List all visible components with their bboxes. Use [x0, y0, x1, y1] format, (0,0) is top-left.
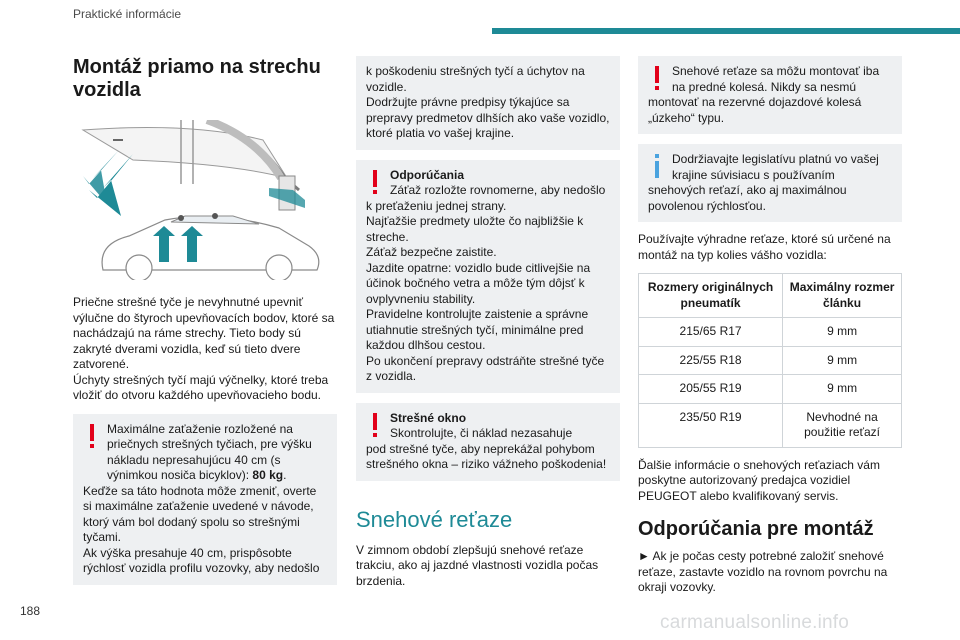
warning-text-lead: Maximálne zaťaženie rozložené na priečnych strešných tyčiach, pre výšku nákladu nepresahujúcu 40 cm (s výnimkou nosiča bicyklov):: [107, 421, 312, 482]
sunroof-first-line: Skontrolujte, či náklad nezasahuje: [390, 426, 573, 440]
recommend-rest: k preťaženiu jednej strany. Najťažšie predmety uložte čo najbližšie k streche. Záťaž bezpečne zaistite. Jazdite opatrne: vozidlo bude citlivejšie na účinok bočného vetra a môže tým dôjsť k ovplyvneniu stability. Pravidelne kontrolujte zaistenie a správne utiahnutie strešných tyčí, minimálne pred každou dlhšou cestou. Po ukončení prepravy odstráňte strešné tyče z vozidla.: [366, 198, 605, 383]
sunroof-rest: pod strešné tyče, aby neprekážal pohybom strešného okna – riziko vážneho poškodenia!: [366, 441, 607, 471]
info-box-continued: [356, 56, 620, 150]
paragraph-clamps: Úchyty strešných tyčí majú výčnelky, ktoré treba vložiť do otvoru každého upevňovacieho bodu.: [73, 372, 329, 402]
section-title-snow-chains: Snehové reťaze: [356, 506, 513, 532]
header-section-label: Praktické informácie: [73, 7, 182, 21]
table-cell: Nevhodné na použitie reťazí: [783, 403, 902, 447]
section-title-mount-recommendations: Odporúčania pre montáž: [638, 518, 874, 540]
column-right: [638, 56, 902, 596]
table-row: [639, 375, 902, 404]
warning-text-rest: Keďže sa táto hodnota môže zmeniť, overte si maximálne zaťaženie uvedené v návode, ktorý vám bol dodaný spolu so strešnými tyčami. Ak výška presahuje 40 cm, prispôsobte rýchlosť vozidla profilu vozovky, aby nedošlo: [83, 483, 320, 575]
info-box-legislation: [638, 144, 902, 222]
warning-exclamation-icon: [370, 170, 380, 196]
table-cell: 205/55 R19: [639, 375, 783, 404]
warning-exclamation-icon: [87, 424, 97, 450]
chain-size-table: [638, 273, 902, 448]
paragraph-mount-steps: ► Ak je počas cesty potrebné založiť snehové reťaze, zastavte vozidlo na rovnom povrchu na okraji vozovky.: [638, 549, 888, 594]
table-row: [639, 346, 902, 375]
table-header-link: Maximálny rozmer článku: [783, 274, 902, 318]
paragraph-more-info: Ďalšie informácie o snehových reťaziach vám poskytne autorizovaný predajca vozidiel PEUGEOT alebo kvalifikovaný servis.: [638, 457, 880, 503]
warning-box-recommendations: [356, 160, 620, 393]
recommend-title: Odporúčania: [390, 167, 465, 182]
paragraph-chain-intro: Používajte výhradne reťaze, ktoré sú určené na montáž na typ kolies vášho vozidla:: [638, 232, 891, 262]
warning-box-front-wheels: [638, 56, 902, 134]
table-row: [639, 403, 902, 447]
warning-box-max-load: [73, 414, 337, 585]
table-row: [639, 318, 902, 347]
info1-rest: snehových reťazí, ako aj maximálnou povolenou rýchlosťou.: [648, 183, 847, 213]
warning-exclamation-icon: [370, 413, 380, 439]
info-icon: [652, 154, 662, 180]
table-header-tyre: Rozmery originálnych pneumatík: [639, 274, 783, 318]
page-number: 188: [20, 604, 41, 618]
warning-box-sunroof: [356, 403, 620, 481]
table-header-row: [639, 274, 902, 318]
warning-text-bold: 80 kg: [252, 468, 284, 482]
continued-text: k poškodeniu strešných tyčí a úchytov na vozidle. Dodržujte právne predpisy týkajúce sa prepravy predmetov dlhších ako vaše vozidlo, ktoré platia vo vašej krajine.: [366, 64, 610, 140]
recommend-first-line: Záťaž rozložte rovnomerne, aby nedošlo: [390, 183, 606, 197]
paragraph-snow-chains: V zimnom období zlepšujú snehové reťaze trakciu, ako aj jazdné vlastnosti vozidla počas brzdenia.: [356, 542, 599, 588]
roof-bars-illustration: [73, 120, 337, 280]
column-middle: [356, 56, 620, 589]
warning-text-end: .: [283, 468, 287, 482]
paragraph-mount-points: Priečne strešné tyče je nevyhnutné upevniť výlučne do štyroch upevňovacích bodov, ktoré sa nachádzajú na ráme strechy. Tieto body sú zakryté dverami vozidla, keď sú tieto dvere zatvorené.: [73, 295, 335, 371]
info1-first: Dodržiavajte legislatívu platnú vo vašej krajine súvisiacu s používaním: [672, 152, 879, 182]
section-title-roof-mount: Montáž priamo na strechu vozidla: [73, 56, 321, 101]
column-left: [73, 56, 337, 585]
table-cell: 225/55 R18: [639, 346, 783, 375]
warning-exclamation-icon: [652, 66, 662, 92]
table-cell: 9 mm: [783, 318, 902, 347]
warn1-first: Snehové reťaze sa môžu montovať iba na predné kolesá. Nikdy sa nesmú: [672, 64, 880, 94]
table-cell: 9 mm: [783, 375, 902, 404]
table-cell: 235/50 R19: [639, 403, 783, 447]
header-accent-bar: [492, 28, 960, 34]
table-cell: 9 mm: [783, 346, 902, 375]
warn1-rest: montovať na rezervné dojazdové kolesá „úzkeho“ typu.: [648, 95, 862, 125]
table-cell: 215/65 R17: [639, 318, 783, 347]
watermark: carmanualsonline.info: [660, 612, 850, 633]
sunroof-title: Strešné okno: [390, 410, 467, 425]
